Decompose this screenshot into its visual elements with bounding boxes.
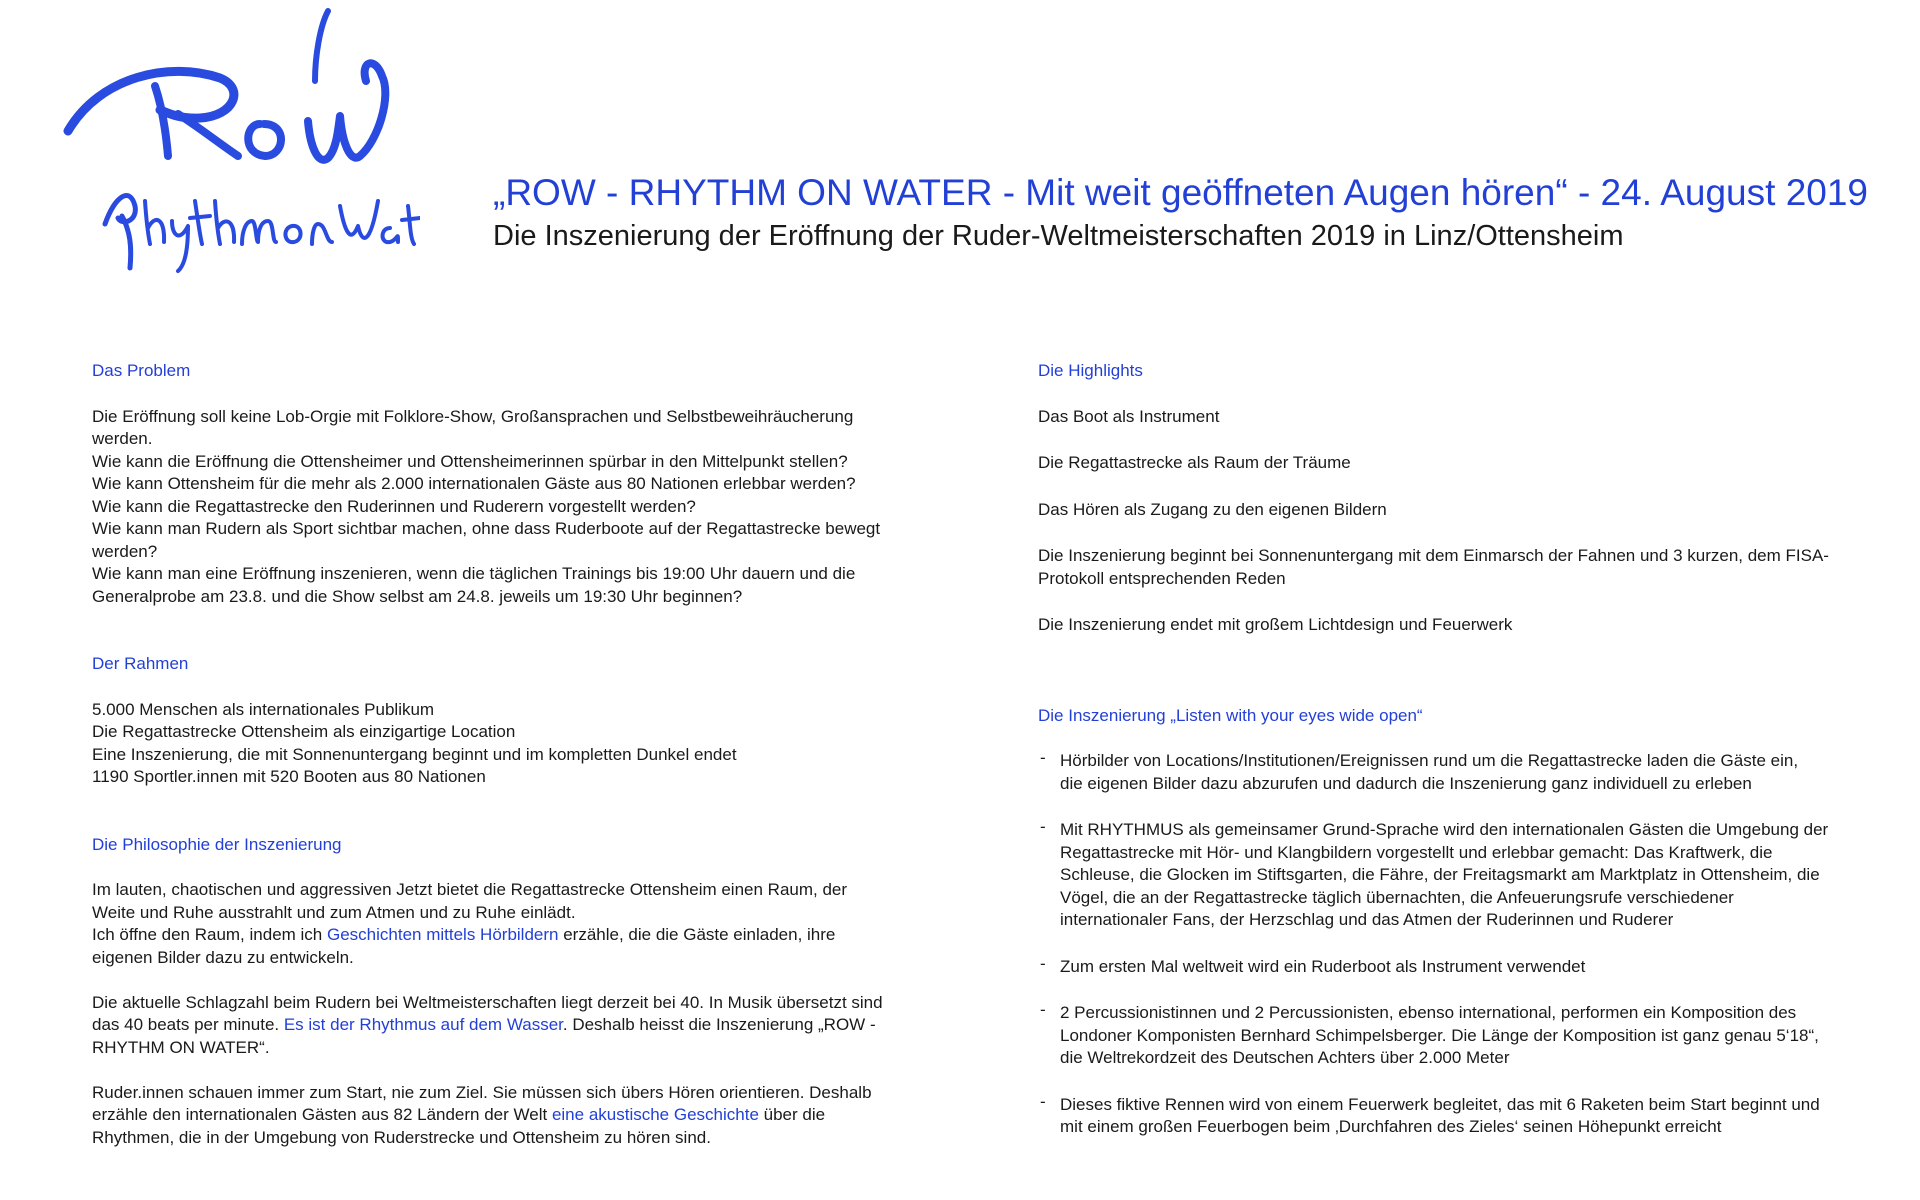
- section-staging: [1038, 705, 1858, 1139]
- highlight-item: Die Inszenierung endet mit großem Lichtdesign und Feuerwerk: [1038, 615, 1513, 634]
- right-column: [1038, 360, 1858, 1139]
- text-line: eigenen Bilder dazu zu entwickeln.: [92, 947, 354, 967]
- highlight-item: Die Inszenierung beginnt bei Sonnenuntergang mit dem Einmarsch der Fahnen und 3 kurzen, dem FISA-: [1038, 546, 1829, 565]
- highlight-item: Die Regattastrecke als Raum der Träume: [1038, 453, 1351, 472]
- text-line: Wie kann man Rudern als Sport sichtbar machen, ohne dass Ruderboote auf der Regattastrecke bewegt: [92, 519, 881, 538]
- list-item: [1038, 750, 1858, 795]
- text-line: - Zum ersten Mal weltweit wird ein Ruderboot als Instrument verwendet: [1060, 956, 1586, 976]
- text-line: Ruder.innen schauen immer zum Start, nie zum Ziel. Sie müssen sich übers Hören orientieren. Deshalb: [92, 1082, 872, 1102]
- left-column: [92, 360, 922, 1149]
- row-logo-graphic: [60, 6, 420, 276]
- link-rhythmus[interactable]: Es ist der Rhythmus auf dem Wasser: [283, 1015, 563, 1034]
- text-line: - Mit RHYTHMUS als gemeinsamer Grund-Sprache wird den internationalen Gästen die Umgebung der: [1060, 820, 1829, 839]
- text-line: [92, 924, 922, 947]
- text-line: Wie kann man eine Eröffnung inszenieren, wenn die täglichen Trainings bis 19:00 Uhr dauern und die: [92, 564, 856, 583]
- section-problem: [92, 360, 922, 608]
- section-title: Die Inszenierung „Listen with your eyes wide open“: [1038, 705, 1423, 725]
- text-line: Die Regattastrecke Ottensheim als einzigartige Location: [92, 722, 516, 741]
- highlight-item: Protokoll entsprechenden Reden: [1038, 568, 1286, 588]
- list-item: [1038, 1002, 1858, 1070]
- text-span: erzähle, die die Gäste einladen, ihre: [558, 925, 836, 944]
- list-item: [1038, 819, 1858, 932]
- section-philosophy: [92, 834, 922, 1150]
- page-header: [493, 170, 1893, 256]
- row-logo: [60, 6, 420, 276]
- link-hoerbilder[interactable]: Geschichten mittels Hörbildern: [327, 925, 559, 944]
- highlight-item: Das Hören als Zugang zu den eigenen Bildern: [1038, 499, 1387, 519]
- text-line: Die Eröffnung soll keine Lob-Orgie mit Folklore-Show, Großansprachen und Selbstbeweihräucherung: [92, 406, 854, 426]
- section-highlights: [1038, 360, 1858, 637]
- section-title: Der Rahmen: [92, 654, 189, 673]
- text-span: das 40 beats per minute.: [92, 1015, 284, 1034]
- text-line: 1190 Sportler.innen mit 520 Booten aus 80 Nationen: [92, 767, 486, 786]
- text-line: die eigenen Bilder dazu abzurufen und dadurch die Inszenierung ganz individuell zu erleben: [1060, 773, 1752, 793]
- text-line: internationaler Fans, der Herzschlag und das Atmen der Ruderinnen und Ruderer: [1060, 910, 1674, 929]
- text-line: Rhythmen, die in der Umgebung von Ruderstrecke und Ottensheim zu hören sind.: [92, 1127, 711, 1147]
- text-line: [92, 1104, 922, 1127]
- text-line: werden.: [92, 429, 153, 448]
- list-item: [1038, 1094, 1858, 1139]
- text-span: über die: [758, 1105, 826, 1124]
- link-akustische-geschichte[interactable]: eine akustische Geschichte: [551, 1105, 759, 1124]
- text-line: Regattastrecke mit Hör- und Klangbildern vorgestellt und erlebbar gemacht: Das Kraftwerk, die: [1060, 842, 1773, 862]
- text-span: . Deshalb heisst die Inszenierung „ROW -: [562, 1015, 876, 1034]
- text-line: Im lauten, chaotischen und aggressiven Jetzt bietet die Regattastrecke Ottensheim einen Raum, der: [92, 880, 848, 899]
- text-line: werden?: [92, 541, 158, 561]
- text-line: - 2 Percussionistinnen und 2 Percussionisten, ebenso international, performen ein Komposition des: [1060, 1003, 1797, 1022]
- text-line: - Dieses fiktive Rennen wird von einem Feuerwerk begleitet, das mit 6 Raketen beim Start beginnt und: [1060, 1094, 1820, 1114]
- text-line: [92, 1014, 922, 1037]
- text-line: Vögel, die an der Regattastrecke täglich übernachten, die Anfeuerungsrufe verschiedener: [1060, 887, 1734, 907]
- text-line: Eine Inszenierung, die mit Sonnenuntergang beginnt und im kompletten Dunkel endet: [92, 744, 737, 764]
- text-line: Die aktuelle Schlagzahl beim Rudern bei Weltmeisterschaften liegt derzeit bei 40. In Musik übersetzt sind: [92, 992, 883, 1012]
- section-frame: [92, 653, 922, 789]
- text-line: 5.000 Menschen als internationales Publikum: [92, 699, 435, 719]
- section-title: Die Highlights: [1038, 361, 1143, 380]
- text-line: Schleuse, die Glocken im Stiftsgarten, die Fähre, der Freitagsmarkt am Marktplatz in Ottensheim, die: [1060, 865, 1820, 884]
- section-title: Die Philosophie der Inszenierung: [92, 834, 342, 854]
- text-line: mit einem großen Feuerbogen beim ‚Durchfahren des Zieles‘ seinen Höhepunkt erreicht: [1060, 1117, 1722, 1136]
- text-line: Weite und Ruhe ausstrahlt und zum Atmen und zu Ruhe einlädt.: [92, 902, 576, 922]
- page-subtitle: Die Inszenierung der Eröffnung der Ruder-Weltmeisterschaften 2019 in Linz/Ottensheim: [493, 220, 1624, 252]
- text-line: Wie kann die Eröffnung die Ottensheimer und Ottensheimerinnen spürbar in den Mittelpunkt stellen?: [92, 451, 848, 471]
- highlight-item: Das Boot als Instrument: [1038, 406, 1220, 426]
- list-item: [1038, 956, 1858, 979]
- text-line: Generalprobe am 23.8. und die Show selbst am 24.8. jeweils um 19:30 Uhr beginnen?: [92, 586, 743, 606]
- text-line: die Weltrekordzeit des Deutschen Achters über 2.000 Meter: [1060, 1048, 1510, 1067]
- page-title: „ROW - RHYTHM ON WATER - Mit weit geöffneten Augen hören“ - 24. August 2019: [493, 172, 1868, 213]
- text-line: Wie kann Ottensheim für die mehr als 2.000 internationalen Gäste aus 80 Nationen erlebbar werden?: [92, 474, 856, 493]
- text-line: RHYTHM ON WATER“.: [92, 1037, 270, 1057]
- text-line: Londoner Komponisten Bernhard Schimpelsberger. Die Länge der Komposition ist ganz genau 5‘18“,: [1060, 1025, 1819, 1045]
- section-title: Das Problem: [92, 361, 191, 380]
- text-line: Wie kann die Regattastrecke den Ruderinnen und Ruderern vorgestellt werden?: [92, 496, 696, 516]
- staging-bullet-list: [1038, 750, 1858, 1139]
- text-span: Ich öffne den Raum, indem ich: [92, 925, 327, 944]
- text-span: erzähle den internationalen Gästen aus 82 Ländern der Welt: [92, 1105, 552, 1124]
- text-line: - Hörbilder von Locations/Institutionen/Ereignissen rund um die Regattastrecke laden die Gäste ein,: [1060, 751, 1799, 770]
